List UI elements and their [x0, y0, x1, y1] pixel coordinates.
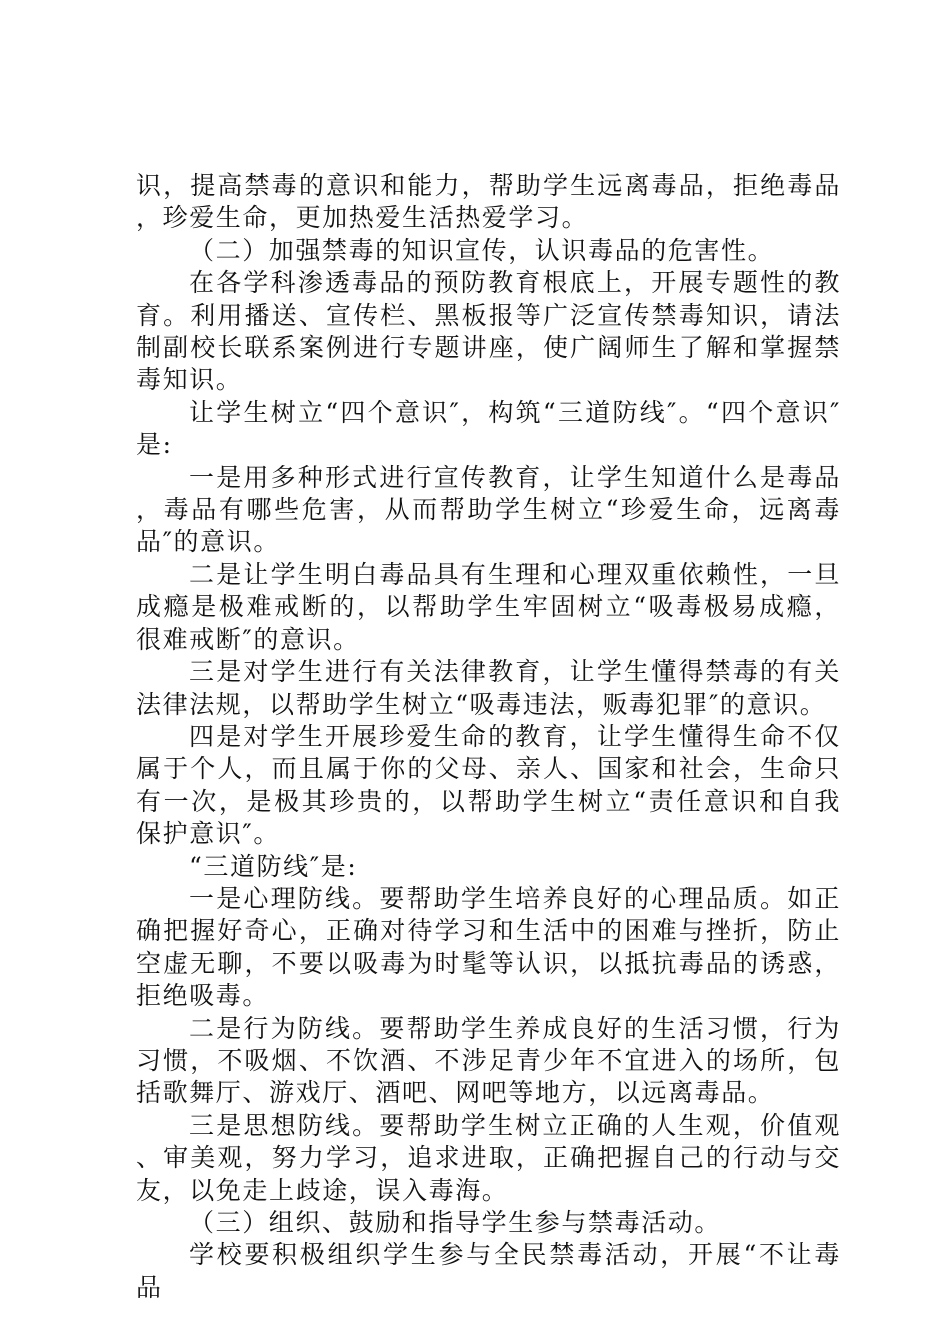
- paragraph-3: 在各学科渗透毒品的预防教育根底上，开展专题性的教育。利用播送、宣传栏、黑板报等广泛宣传禁毒知识，请法制副校长联系案例进行专题讲座，使广阔师生了解和掌握禁毒知识。: [136, 268, 841, 395]
- document-body: [136, 170, 841, 1304]
- paragraph-7: 三是对学生进行有关法律教育，让学生懂得禁毒的有关法律法规，以帮助学生树立“吸毒违法，贩毒犯罪″的意识。: [136, 657, 841, 719]
- paragraph-13: （三）组织、鼓励和指导学生参与禁毒活动。: [189, 1208, 722, 1237]
- paragraph-6: 二是让学生明白毒品具有生理和心理双重依赖性，一旦成瘾是极难戒断的，以帮助学生牢固树立“吸毒极易成瘾，很难戒断″的意识。: [136, 559, 841, 654]
- paragraph-14: 学校要积极组织学生参与全民禁毒活动，开展“不让毒品: [136, 1240, 841, 1302]
- paragraph-10: 一是心理防线。要帮助学生培养良好的心理品质。如正确把握好奇心，正确对待学习和生活中的困难与挫折，防止空虚无聊，不要以吸毒为时髦等认识，以抵抗毒品的诱惑，拒绝吸毒。: [136, 883, 841, 1011]
- paragraph-2: （二）加强禁毒的知识宣传，认识毒品的危害性。: [189, 235, 775, 265]
- paragraph-12: 三是思想防线。要帮助学生树立正确的人生观，价值观、审美观，努力学习，追求进取，正确把握自己的行动与交友，以免走上歧途，误入毒海。: [136, 1110, 841, 1205]
- paragraph-11: 二是行为防线。要帮助学生养成良好的生活习惯，行为习惯，不吸烟、不饮酒、不涉足青少年不宜进入的场所，包括歌舞厅、游戏厅、酒吧、网吧等地方，以远离毒品。: [136, 1013, 841, 1108]
- paragraph-1: 识，提高禁毒的意识和能力，帮助学生远离毒品，拒绝毒品，珍爱生命，更加热爱生活热爱学习。: [136, 171, 841, 233]
- paragraph-9: “三道防线″是:: [189, 851, 358, 881]
- paragraph-8: 四是对学生开展珍爱生命的教育，让学生懂得生命不仅属于个人，而且属于你的父母、亲人、国家和社会，生命只有一次，是极其珍贵的，以帮助学生树立“责任意识和自我保护意识″。: [136, 721, 841, 849]
- paragraph-4: 让学生树立“四个意识″，构筑“三道防线″。“四个意识″是:: [136, 397, 841, 460]
- paragraph-5: 一是用多种形式进行宣传教育，让学生知道什么是毒品，毒品有哪些危害，从而帮助学生树立“珍爱生命，远离毒品″的意识。: [136, 462, 841, 557]
